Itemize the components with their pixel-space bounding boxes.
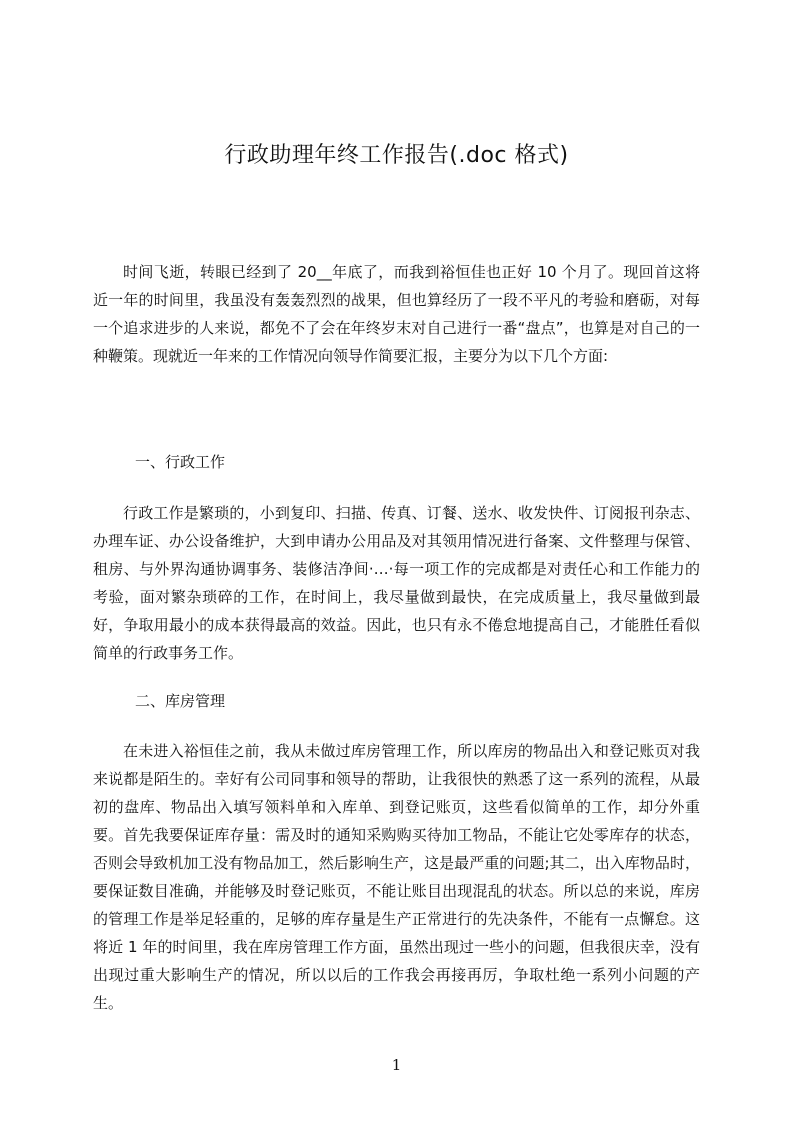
section-heading-warehouse: 二、库房管理 xyxy=(135,692,226,710)
document-title: 行政助理年终工作报告(.doc 格式) xyxy=(224,143,569,168)
section-paragraph-warehouse: 在未进入裕恒佳之前，我从未做过库房管理工作，所以库房的物品出入和登记账页对我来说都是陌生的。幸好有公司同事和领导的帮助，让我很快的熟悉了这一系列的流程，从最初的盘库、物品出入填写领料单和入库单、到登记账页，这些看似简单的工作，却分外重要。首先我要保证库存量：需及时的通知采购购买待加工物品，不能让它处零库存的状态，否则会导致机加工没有物品加工，然后影响生产，这是最严重的问题;其二，出入库物品时，要保证数目准确，并能够及时登记账页，不能让账目出现混乱的状态。所以总的来说，库房的管理工作是举足轻重的，足够的库存量是生产正常进行的先决条件，不能有一点懈怠。这将近 1 年的时间里，我在库房管理工作方面，虽然出现过一些小的问题，但我很庆幸，没有出现过重大影响生产的情况，所以以后的工作我会再接再厉，争取杜绝一系列小问题的产生。 xyxy=(93,742,700,1012)
section-heading-admin-work: 一、行政工作 xyxy=(135,453,226,471)
intro-paragraph: 时间飞逝，转眼已经到了 20__年底了，而我到裕恒佳也正好 10 个月了。现回首这将近一年的时间里，我虽没有轰轰烈烈的战果，但也算经历了一段不平凡的考验和磨砺，对每一个追求进步的人来说，都免不了会在年终岁末对自己进行一番“盘点”，也算是对自己的一种鞭策。现就近一年来的工作情况向领导作简要汇报，主要分为以下几个方面: xyxy=(93,263,700,365)
page-number: 1 xyxy=(391,1056,402,1074)
section-paragraph-admin-work: 行政工作是繁琐的，小到复印、扫描、传真、订餐、送水、收发快件、订阅报刊杂志、办理车证、办公设备维护，大到申请办公用品及对其领用情况进行备案、文件整理与保管、租房、与外界沟通协调事务、装修洁净间·…·每一项工作的完成都是对责任心和工作能力的考验，面对繁杂琐碎的工作，在时间上，我尽量做到最快，在完成质量上，我尽量做到最好，争取用最小的成本获得最高的效益。因此，也只有永不倦怠地提高自己，才能胜任看似简单的行政事务工作。 xyxy=(93,504,700,662)
